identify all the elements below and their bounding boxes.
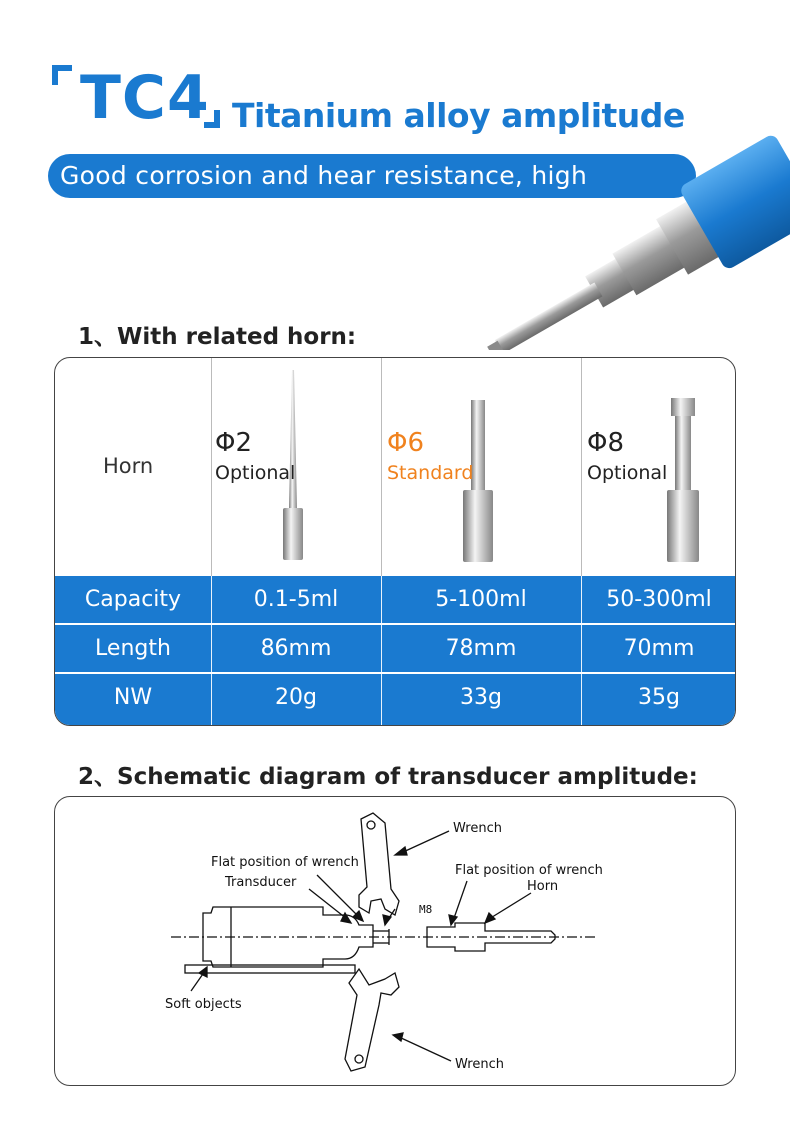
label-soft-objects: Soft objects [165, 997, 242, 1012]
title-bracket-left [52, 65, 72, 85]
spec-row-label: Capacity [84, 587, 182, 612]
label-m8: M8 [419, 903, 433, 916]
tagline-banner: Good corrosion and hear resistance, high stability [48, 154, 696, 198]
label-flat-position-left: Flat position of wrench [211, 855, 359, 870]
section-heading-diagram: 2、Schematic diagram of transducer amplitude: [78, 764, 698, 790]
spec-row-capacity [55, 576, 735, 623]
section-heading-horn: 1、With related horn: [78, 324, 357, 350]
horn-note: Optional [215, 462, 296, 484]
horn-row-label: Horn [103, 454, 154, 478]
column-divider [381, 358, 382, 576]
spec-cell: 70mm [623, 636, 695, 661]
model-name: TC4 [80, 63, 210, 133]
horn-diameter: Φ6 [387, 428, 425, 458]
title-bracket-right [204, 110, 220, 128]
spec-cell: 20g [275, 685, 317, 710]
spec-row-label: NW [113, 685, 153, 710]
horn-note: Optional [587, 462, 668, 484]
spec-cell: 78mm [445, 636, 517, 661]
column-divider [211, 358, 212, 576]
spec-row-label: Length [95, 636, 171, 661]
spec-cell: 86mm [260, 636, 332, 661]
label-horn: Horn [527, 879, 559, 894]
schematic-drawing [55, 797, 737, 1087]
spec-row-nw [55, 674, 735, 726]
horn-phi8-image [661, 394, 711, 570]
label-flat-position-right: Flat position of wrench [455, 863, 603, 878]
horn-spec-table [54, 357, 736, 726]
horn-diameter: Φ2 [215, 428, 253, 458]
spec-cell: 5-100ml [435, 587, 527, 612]
horn-note: Standard [387, 462, 474, 484]
spec-cell: 35g [638, 685, 680, 710]
spec-cell: 33g [460, 685, 502, 710]
schematic-diagram [54, 796, 736, 1086]
horn-diameter: Φ8 [587, 428, 625, 458]
label-wrench-bottom: Wrench [455, 1057, 504, 1072]
spec-cell: 50-300ml [606, 587, 712, 612]
column-divider [581, 358, 582, 576]
probe-photo [420, 130, 790, 350]
label-wrench-top: Wrench [453, 821, 502, 836]
spec-row-length [55, 625, 735, 672]
page-title: Titanium alloy amplitude [232, 96, 685, 135]
horn-image-row [55, 358, 735, 576]
spec-cell: 0.1-5ml [253, 587, 339, 612]
label-transducer: Transducer [225, 875, 297, 890]
